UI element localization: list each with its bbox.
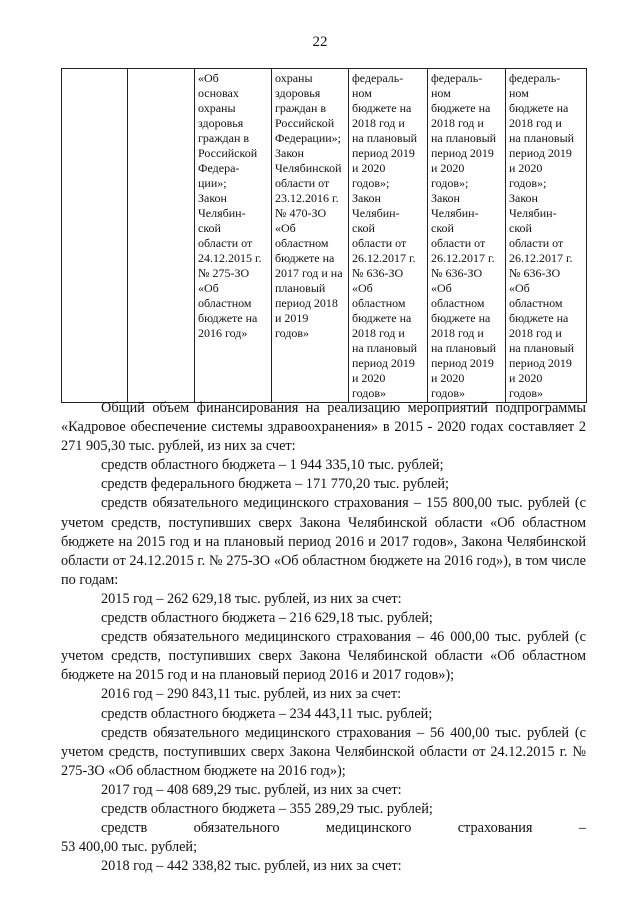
- paragraph-2017: 2017 год – 408 689,29 тыс. рублей, из них за счет:: [101, 781, 402, 798]
- paragraph-2017-oms: средств обязательного медицинского страхования –: [101, 820, 586, 837]
- paragraph-regional-budget: средств областного бюджета – 1 944 335,10 тыс. рублей;: [101, 457, 444, 474]
- table-cell: [62, 69, 128, 403]
- table-cell: «Об основах охраны здоровья граждан в Российской Федера- ции»; Закон Челябин- ской области от 24.12.2015 г. № 275-ЗО «Об областном бюджете на 2016 год»: [195, 69, 272, 403]
- table-cell: федераль- ном бюджете на 2018 год и на плановый период 2019 и 2020 годов»; Закон Челябин- ской области от 26.12.2017 г. № 636-ЗО «Об областном бюджете на 2018 год и на плановый период 2019 и 2020 годов»: [428, 69, 506, 403]
- paragraph-2018: 2018 год – 442 338,82 тыс. рублей, из них за счет:: [101, 858, 402, 875]
- continuation-table: [61, 68, 587, 403]
- paragraph-2017-regional: средств областного бюджета – 355 289,29 тыс. рублей;: [101, 800, 433, 817]
- paragraph-2017-oms-amount: 53 400,00 тыс. рублей;: [61, 839, 198, 856]
- page-number: 22: [312, 34, 328, 50]
- paragraph-2016: 2016 год – 290 843,11 тыс. рублей, из них за счет:: [101, 686, 402, 703]
- paragraph-2015-regional: средств областного бюджета – 216 629,18 тыс. рублей;: [101, 610, 433, 627]
- paragraph-oms: средств обязательного медицинского страхования – 155 800,00 тыс. рублей (с учетом средств, поступивших сверх Закона Челябинской области «Об областном бюджете на 2015 год и на плановый период 2016 и 2017 годов», Закона Челябинской области от 24.12.2015 г. № 275-ЗО «Об областном бюджете на 2016 год»), в том числе по годам:: [61, 495, 586, 588]
- body-text: [61, 399, 586, 876]
- paragraph-2016-regional: средств областного бюджета – 234 443,11 тыс. рублей;: [101, 705, 433, 722]
- paragraph-2016-oms: средств обязательного медицинского страхования – 56 400,00 тыс. рублей (с учетом средств, поступивших сверх Закона Челябинской области от 24.12.2015 г. № 275-ЗО «Об областном бюджете на 2016 год»);: [61, 724, 586, 779]
- paragraph-2015-oms: средств обязательного медицинского страхования – 46 000,00 тыс. рублей (с учетом средств, поступивших сверх Закона Челябинской области «Об областном бюджете на 2015 год и на плановый период 2016 и 2017 годов»);: [61, 629, 586, 684]
- paragraph-total: Общий объем финансирования на реализацию мероприятий подпрограммы «Кадровое обеспечение системы здравоохранения» в 2015 - 2020 годах составляет 2 271 905,30 тыс. рублей, из них за счет:: [61, 400, 586, 455]
- table-cell: [128, 69, 195, 403]
- table-cell: охраны здоровья граждан в Российской Федерации»; Закон Челябинской области от 23.12.2016 г. № 470-ЗО «Об областном бюджете на 2017 год и на плановый период 2018 и 2019 годов»: [272, 69, 349, 403]
- table-row: [62, 69, 587, 403]
- paragraph-federal-budget: средств федерального бюджета – 171 770,20 тыс. рублей;: [101, 476, 449, 493]
- table-cell: федераль- ном бюджете на 2018 год и на плановый период 2019 и 2020 годов»; Закон Челябин- ской области от 26.12.2017 г. № 636-ЗО «Об областном бюджете на 2018 год и на плановый период 2019 и 2020 годов»: [506, 69, 587, 403]
- paragraph-2015: 2015 год – 262 629,18 тыс. рублей, из них за счет:: [101, 590, 402, 607]
- table-cell: федераль- ном бюджете на 2018 год и на плановый период 2019 и 2020 годов»; Закон Челябин- ской области от 26.12.2017 г. № 636-ЗО «Об областном бюджете на 2018 год и на плановый период 2019 и 2020 годов»: [349, 69, 428, 403]
